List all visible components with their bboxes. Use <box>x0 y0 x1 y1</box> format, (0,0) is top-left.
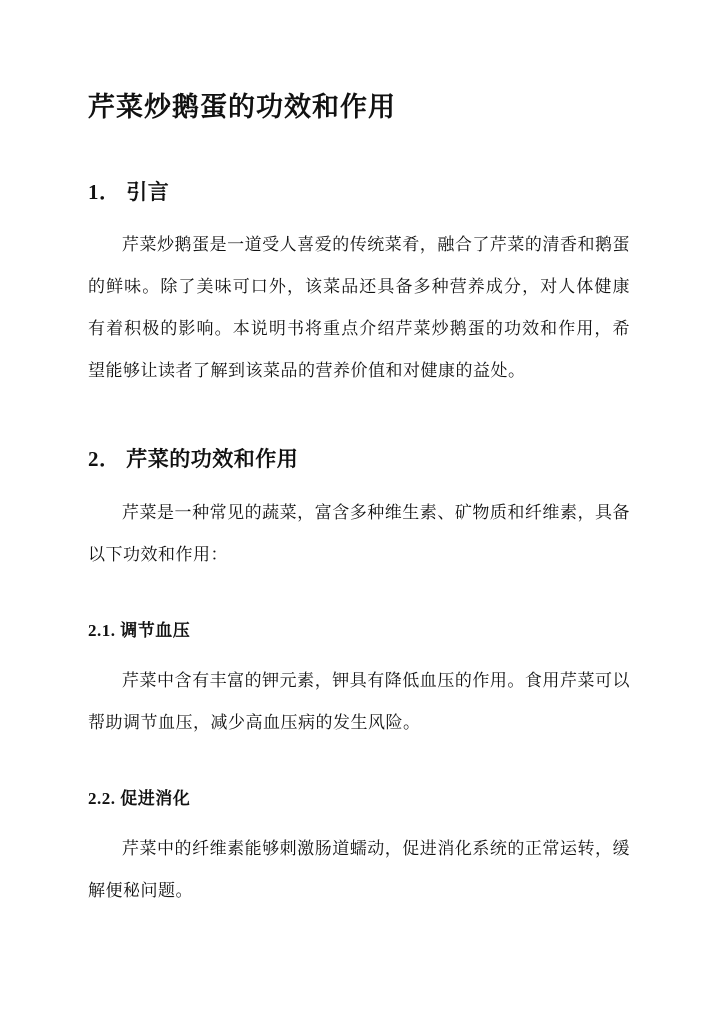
section-heading-introduction: 1． 引言 <box>88 180 170 205</box>
subsection-heading-blood-pressure: 2.1. 调节血压 <box>88 620 191 640</box>
section-heading-celery-effects: 2． 芹菜的功效和作用 <box>88 447 299 472</box>
subsection-heading-digestion: 2.2. 促进消化 <box>88 788 191 808</box>
paragraph-blood-pressure: 芹菜中含有丰富的钾元素，钾具有降低血压的作用。食用芹菜可以帮助调节血压，减少高血压病的发生风险。 <box>88 670 630 732</box>
paragraph-introduction: 芹菜炒鹅蛋是一道受人喜爱的传统菜肴，融合了芹菜的清香和鹅蛋的鲜味。除了美味可口外，该菜品还具备多种营养成分，对人体健康有着积极的影响。本说明书将重点介绍芹菜炒鹅蛋的功效和作用，希望能够让读者了解到该菜品的营养价值和对健康的益处。 <box>88 235 630 381</box>
paragraph-celery-overview: 芹菜是一种常见的蔬菜，富含多种维生素、矿物质和纤维素，具备以下功效和作用： <box>88 502 630 564</box>
document-title: 芹菜炒鹅蛋的功效和作用 <box>88 92 396 122</box>
paragraph-digestion: 芹菜中的纤维素能够刺激肠道蠕动，促进消化系统的正常运转，缓解便秘问题。 <box>88 838 630 900</box>
